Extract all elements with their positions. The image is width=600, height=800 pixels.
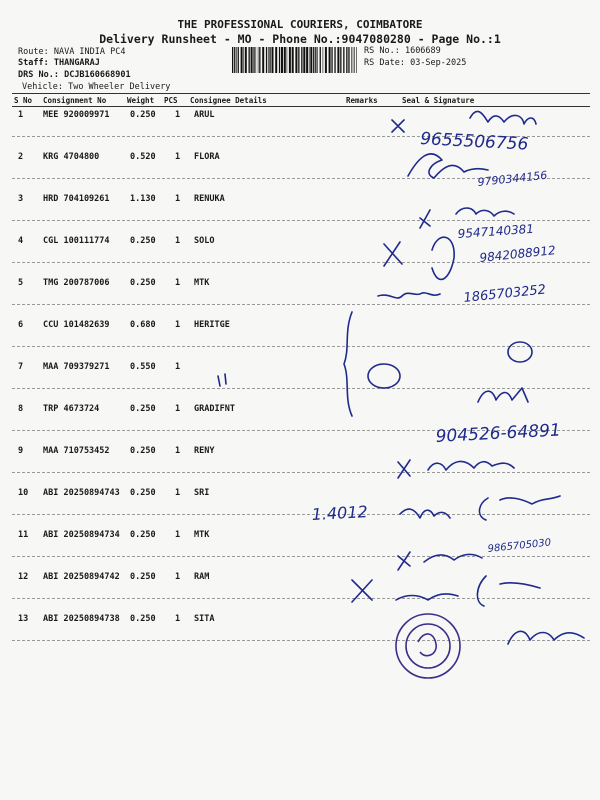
row-separator bbox=[12, 220, 590, 221]
table-row bbox=[0, 194, 600, 236]
row-separator bbox=[12, 304, 590, 305]
route-line bbox=[18, 47, 126, 57]
cell-sno: 7 bbox=[18, 362, 24, 372]
staff-line bbox=[18, 58, 100, 68]
table-row bbox=[0, 152, 600, 194]
cell-consignment: ABI 20250894742 bbox=[43, 572, 120, 582]
cell-consignee: RAM bbox=[194, 572, 210, 582]
table-row bbox=[0, 278, 600, 320]
header-top-rule bbox=[12, 93, 590, 94]
cell-sno: 6 bbox=[18, 320, 24, 330]
cell-pcs: 1 bbox=[175, 614, 181, 624]
row-separator bbox=[12, 598, 590, 599]
cell-sno: 4 bbox=[18, 236, 24, 246]
cell-sno: 9 bbox=[18, 446, 24, 456]
row-separator bbox=[12, 136, 590, 137]
cell-sno: 2 bbox=[18, 152, 24, 162]
cell-pcs: 1 bbox=[175, 320, 181, 330]
col-header-weight: Weight bbox=[127, 96, 155, 105]
cell-pcs: 1 bbox=[175, 110, 181, 120]
cell-weight: 0.550 bbox=[130, 362, 156, 372]
cell-consignee: ARUL bbox=[194, 110, 215, 120]
row-separator bbox=[12, 346, 590, 347]
cell-consignment: CGL 100111774 bbox=[43, 236, 110, 246]
cell-consignee: HERITGE bbox=[194, 320, 230, 330]
row-separator bbox=[12, 388, 590, 389]
vehicle-line bbox=[22, 82, 170, 92]
header-bottom-rule bbox=[12, 106, 590, 107]
cell-weight: 0.250 bbox=[130, 110, 156, 120]
cell-consignment: KRG 4704800 bbox=[43, 152, 100, 162]
table-row bbox=[0, 362, 600, 404]
staff-value: THANGARAJ bbox=[53, 58, 100, 68]
cell-consignee: RENUKA bbox=[194, 194, 225, 204]
cell-weight: 0.250 bbox=[130, 278, 156, 288]
cell-sno: 8 bbox=[18, 404, 24, 414]
runsheet-subtitle: Delivery Runsheet - MO - Phone No.:9047080280 - Page No.:1 bbox=[99, 32, 501, 46]
cell-weight: 0.250 bbox=[130, 236, 156, 246]
drs-label: DRS No.: bbox=[18, 70, 59, 80]
rs-date-label: RS Date: bbox=[364, 58, 405, 68]
col-header-remarks: Remarks bbox=[346, 96, 378, 105]
cell-pcs: 1 bbox=[175, 278, 181, 288]
table-row bbox=[0, 614, 600, 656]
cell-consignee: RENY bbox=[194, 446, 215, 456]
company-title: THE PROFESSIONAL COURIERS, COIMBATORE bbox=[177, 18, 423, 31]
col-header-consignee: Consignee Details bbox=[190, 96, 267, 105]
cell-sno: 3 bbox=[18, 194, 24, 204]
cell-weight: 0.250 bbox=[130, 488, 156, 498]
cell-pcs: 1 bbox=[175, 152, 181, 162]
row-separator bbox=[12, 178, 590, 179]
cell-pcs: 1 bbox=[175, 404, 181, 414]
row-separator bbox=[12, 430, 590, 431]
drs-line bbox=[18, 70, 131, 80]
cell-consignment: MEE 920009971 bbox=[43, 110, 110, 120]
cell-weight: 0.250 bbox=[130, 530, 156, 540]
handwritten-note: 1.4012 bbox=[311, 502, 369, 524]
row-separator bbox=[12, 262, 590, 263]
cell-consignee: SOLO bbox=[194, 236, 215, 246]
row-separator bbox=[12, 472, 590, 473]
rs-no-label: RS No.: bbox=[364, 46, 400, 56]
phone-note-5: 1865703252 bbox=[462, 282, 547, 306]
cell-pcs: 1 bbox=[175, 446, 181, 456]
cell-weight: 1.130 bbox=[130, 194, 156, 204]
cell-pcs: 1 bbox=[175, 362, 181, 372]
col-header-sno: S No bbox=[14, 96, 33, 105]
table-row bbox=[0, 404, 600, 446]
table-row bbox=[0, 320, 600, 362]
staff-label: Staff: bbox=[18, 58, 49, 68]
cell-consignee: FLORA bbox=[194, 152, 220, 162]
phone-note-6: 904526-64891 bbox=[435, 420, 562, 447]
phone-note-4: 9842088912 bbox=[478, 243, 557, 265]
table-row bbox=[0, 488, 600, 530]
cell-pcs: 1 bbox=[175, 236, 181, 246]
cell-pcs: 1 bbox=[175, 194, 181, 204]
rs-date-value: 03-Sep-2025 bbox=[410, 58, 467, 68]
table-row bbox=[0, 572, 600, 614]
barcode-image bbox=[231, 47, 359, 73]
cell-consignment: MAA 709379271 bbox=[43, 362, 110, 372]
cell-consignment: ABI 20250894734 bbox=[43, 530, 120, 540]
row-separator bbox=[12, 514, 590, 515]
cell-consignment: TMG 200787006 bbox=[43, 278, 110, 288]
cell-pcs: 1 bbox=[175, 572, 181, 582]
cell-consignment: CCU 101482639 bbox=[43, 320, 110, 330]
cell-consignment: HRD 704109261 bbox=[43, 194, 110, 204]
col-header-consignment: Consignment No bbox=[43, 96, 107, 105]
route-value: NAVA INDIA PC4 bbox=[53, 47, 126, 57]
table-row bbox=[0, 446, 600, 488]
vehicle-value: Two Wheeler Delivery bbox=[68, 82, 171, 92]
route-label: Route: bbox=[18, 47, 49, 57]
cell-consignment: MAA 710753452 bbox=[43, 446, 110, 456]
phone-note-7: 9865705030 bbox=[487, 537, 552, 555]
cell-pcs: 1 bbox=[175, 488, 181, 498]
cell-consignee: SRI bbox=[194, 488, 210, 498]
table-row bbox=[0, 530, 600, 572]
cell-consignee: SITA bbox=[194, 614, 215, 624]
cell-consignee: MTK bbox=[194, 278, 210, 288]
rs-no-line bbox=[364, 46, 441, 56]
phone-note-3: 9547140381 bbox=[457, 221, 535, 241]
cell-weight: 0.250 bbox=[130, 614, 156, 624]
col-header-pcs: PCS bbox=[164, 96, 178, 105]
cell-sno: 10 bbox=[18, 488, 29, 498]
cell-sno: 12 bbox=[18, 572, 29, 582]
drs-value: DCJB160668901 bbox=[64, 70, 131, 80]
row-separator bbox=[12, 556, 590, 557]
table-row bbox=[0, 110, 600, 152]
cell-sno: 1 bbox=[18, 110, 24, 120]
cell-sno: 5 bbox=[18, 278, 24, 288]
table-row bbox=[0, 236, 600, 278]
cell-sno: 11 bbox=[18, 530, 29, 540]
cell-weight: 0.250 bbox=[130, 572, 156, 582]
cell-weight: 0.680 bbox=[130, 320, 156, 330]
cell-weight: 0.250 bbox=[130, 404, 156, 414]
cell-consignment: ABI 20250894743 bbox=[43, 488, 120, 498]
row-separator bbox=[12, 640, 590, 641]
cell-weight: 0.250 bbox=[130, 446, 156, 456]
cell-consignee: MTK bbox=[194, 530, 210, 540]
phone-note-2: 9790344156 bbox=[476, 168, 548, 189]
cell-consignee: GRADIFNT bbox=[194, 404, 235, 414]
cell-sno: 13 bbox=[18, 614, 29, 624]
cell-weight: 0.520 bbox=[130, 152, 156, 162]
phone-note-1: 9655506756 bbox=[419, 129, 529, 155]
cell-consignment: TRP 4673724 bbox=[43, 404, 100, 414]
vehicle-label: Vehicle: bbox=[22, 82, 63, 92]
cell-consignment: ABI 20250894738 bbox=[43, 614, 120, 624]
cell-pcs: 1 bbox=[175, 530, 181, 540]
rs-no-value: 1606689 bbox=[404, 46, 441, 56]
col-header-seal: Seal & Signature bbox=[402, 96, 475, 105]
rs-date-line bbox=[364, 58, 466, 68]
